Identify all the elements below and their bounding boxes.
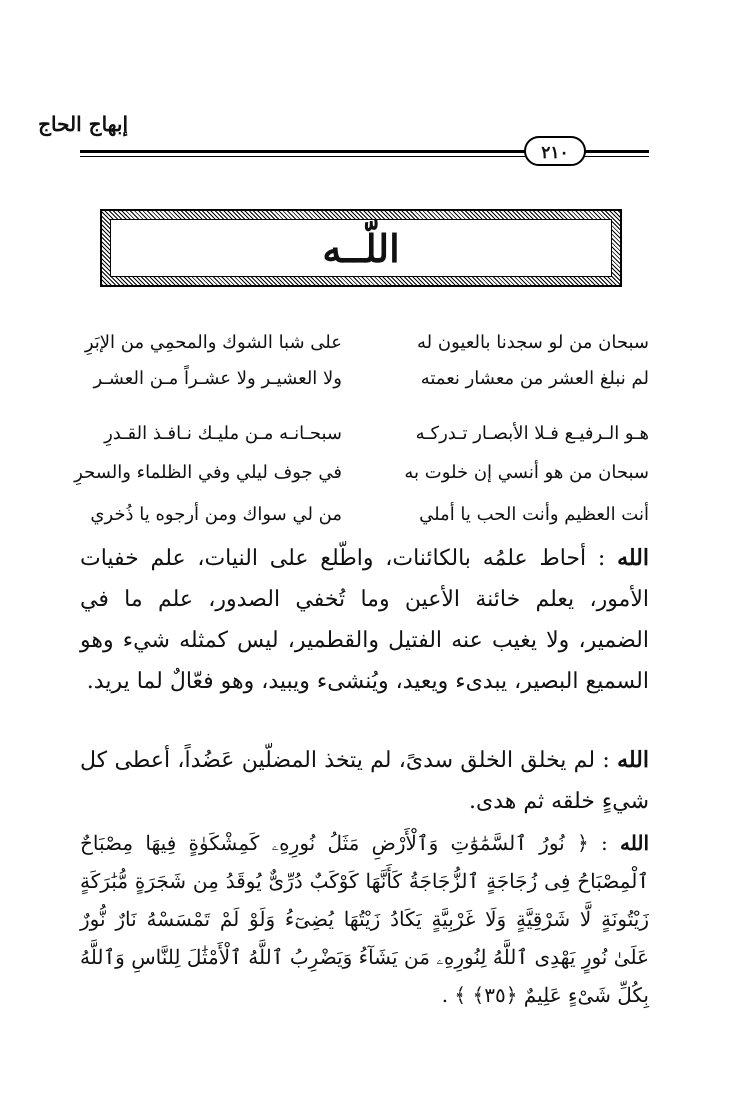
quran-verse <box>80 824 649 1014</box>
poem-verse-first-half: سبحان من هو أنسي إن خلوت به <box>404 462 649 483</box>
poem-verse-second-half: سبحـانـه مـن مليـك نـافـذ القـدرِ <box>104 423 342 444</box>
paragraph-lead: الله <box>620 831 649 855</box>
poem-verse-first-half: هـو الـرفيـع فـلا الأبصـار تـدركـه <box>415 423 649 444</box>
paragraph <box>80 538 649 702</box>
poem-verse-first-half: أنت العظيم وأنت الحب يا أملي <box>419 504 649 525</box>
paragraph-text: : لم يخلق الخلق سدىً، لم يتخذ المضلّين عَضُداً، أعطى كل شيءٍ خلقه ثم هدى. <box>80 748 649 814</box>
poem-verse-second-half: من لي سواك ومن أرجوه يا ذُخري <box>90 504 342 525</box>
paragraph-text: : أحاط علمُه بالكائنات، واطّلع على النيات، علم خفيات الأمور، يعلم خائنة الأعين وما تُخفي الصدور، علم ما في الضمير، ولا يغيب عنه الفتيل والقطمير، ليس كمثله شيء وهو السميع البصير، يبدىء ويعيد، ويُنشىء ويبيد، وهو فعّالٌ لما يريد. <box>80 546 649 694</box>
poem-verse-first-half: لم نبلغ العشر من معشار نعمته <box>420 368 649 389</box>
poem-verse-first-half: سبحان من لو سجدنا بالعيون له <box>417 332 649 353</box>
poem-verse-second-half: في جوف ليلي وفي الظلماء والسحرِ <box>74 462 342 483</box>
section-banner <box>100 209 622 287</box>
paragraph <box>80 740 649 822</box>
poem-verse-second-half: ولا العشيـر ولا عشـراً مـن العشـر <box>93 368 342 389</box>
paragraph-lead: الله <box>617 747 649 773</box>
quran-verse-text: : ﴿ نُورُ ٱلسَّمَٰوَٰتِ وَٱلْأَرْضِ مَثَلُ نُورِهِۦ كَمِشْكَوٰةٍ فِيهَا مِصْبَاحٌ ٱلْمِصْبَاحُ فِى زُجَاجَةٍ ٱلزُّجَاجَةُ كَأَنَّهَا كَوْكَبٌ دُرِّىٌّ يُوقَدُ مِن شَجَرَةٍ مُّبَٰرَكَةٍ زَيْتُونَةٍ لَّا شَرْقِيَّةٍ وَلَا غَرْبِيَّةٍ يَكَادُ زَيْتُهَا يُضِىٓءُ وَلَوْ لَمْ تَمْسَسْهُ نَارٌ نُّورٌ عَلَىٰ نُورٍ يَهْدِى ٱللَّهُ لِنُورِهِۦ مَن يَشَآءُ وَيَضْرِبُ ٱللَّهُ ٱلْأَمْثَٰلَ لِلنَّاسِ وَٱللَّهُ بِكُلِّ شَىْءٍ عَلِيمٌ ﴿٣٥﴾ ﴾ . <box>80 831 649 1007</box>
page-number: ٢١٠ <box>524 136 586 166</box>
paragraph-lead: الله <box>617 545 649 571</box>
book-title: إبهاج الحاج <box>38 112 128 136</box>
poem-verse-second-half: على شبا الشوك والمحمِي من الإبَرِ <box>84 332 342 353</box>
section-title: اللّــه <box>110 219 612 277</box>
